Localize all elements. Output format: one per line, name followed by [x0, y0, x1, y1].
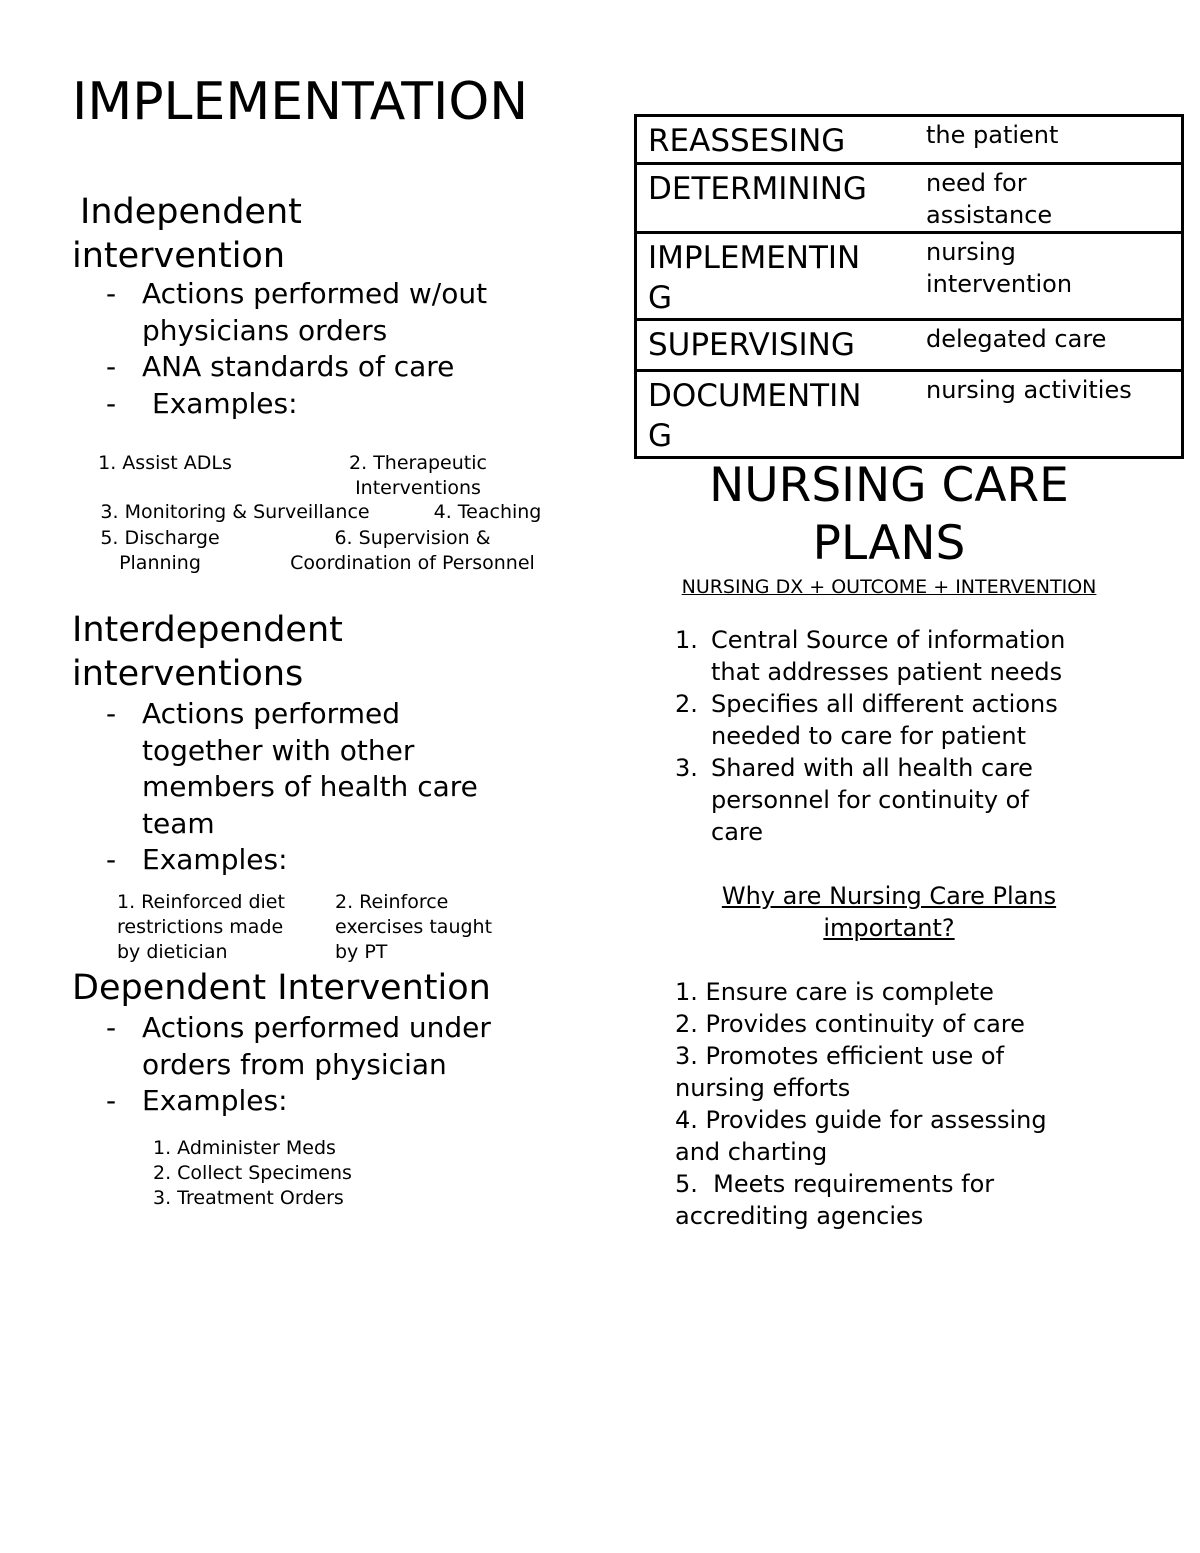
list-item: 1. Administer Meds [153, 1137, 336, 1159]
list-item: 2. Specifies all different actions needed to care for patient [675, 690, 1058, 750]
list-item: accrediting agencies [675, 1202, 924, 1230]
list-item: 5. Meets requirements for [675, 1170, 995, 1198]
care-plans-formula: NURSING DX + OUTCOME + INTERVENTION [681, 576, 1097, 598]
care-plans-points [675, 624, 1155, 848]
dependent-examples [153, 1136, 453, 1211]
step-verb: REASSESING [648, 123, 846, 159]
independent-heading-line1: Independent [80, 192, 302, 232]
dash-icon: - [106, 1084, 117, 1117]
list-item: 2. Provides continuity of care [675, 1010, 1025, 1038]
independent-section [72, 190, 592, 422]
table-row [636, 164, 1183, 233]
page-title: IMPLEMENTATION [72, 72, 529, 132]
example-supervision: 6. Supervision & Coordination of Personnel [290, 527, 535, 574]
table-row [636, 116, 1183, 164]
list-item: 3. Treatment Orders [153, 1187, 344, 1209]
step-object: need for assistance [916, 164, 1183, 233]
bullet-item: - Examples: [72, 386, 592, 423]
list-item: 1. Ensure care is complete [675, 978, 994, 1006]
dependent-section [72, 966, 612, 1120]
step-verb: DOCUMENTIN G [636, 371, 917, 458]
interdependent-heading-line2: interventions [72, 654, 304, 694]
dash-icon: - [106, 697, 117, 730]
dash-icon: - [106, 350, 117, 383]
why-important-heading: Why are Nursing Care Plans important? [721, 882, 1057, 942]
list-item: nursing efforts [675, 1074, 851, 1102]
dash-icon: - [106, 1011, 117, 1044]
step-verb: DETERMINING [636, 164, 917, 233]
example-assist-adls: 1. Assist ADLs [98, 452, 232, 474]
bullet-item: - Actions performed w/out physicians orders [106, 277, 488, 347]
bullet-item: - Actions performed under orders from physician [106, 1011, 491, 1081]
table-row [636, 320, 1183, 371]
interdependent-bullets [72, 696, 592, 879]
bullet-item: - Examples: [72, 842, 592, 879]
dependent-bullets [72, 1010, 612, 1120]
dash-icon: - [106, 843, 117, 876]
example-reinforce-exercises: 2. Reinforce exercises taught by PT [335, 891, 493, 963]
step-object: the patient [926, 121, 1059, 149]
list-item: and charting [675, 1138, 828, 1166]
implementation-steps-table [634, 114, 1184, 459]
example-therapeutic: 2. Therapeutic Interventions [349, 452, 487, 499]
table-row [636, 233, 1183, 320]
dash-icon: - [106, 386, 117, 420]
importance-list [675, 976, 1155, 1232]
table-row [636, 371, 1183, 458]
bullet-item: - ANA standards of care [72, 349, 592, 386]
step-object: nursing activities [916, 371, 1183, 458]
interdependent-section [72, 608, 592, 879]
list-item: 3. Shared with all health care personnel for continuity of care [675, 754, 1033, 846]
interdependent-heading-line1: Interdependent [72, 610, 343, 650]
bullet-item: - Examples: [72, 1083, 612, 1120]
dash-icon: - [106, 277, 117, 310]
step-verb: SUPERVISING [636, 320, 917, 371]
step-verb: IMPLEMENTIN G [636, 233, 917, 320]
dependent-heading: Dependent Intervention [72, 968, 491, 1008]
independent-heading-line2: intervention [72, 236, 286, 276]
example-teaching: 4. Teaching [433, 501, 542, 523]
step-object: delegated care [916, 320, 1183, 371]
example-discharge: 5. Discharge Planning [100, 527, 220, 574]
example-reinforced-diet: 1. Reinforced diet restrictions made by dietician [117, 891, 285, 963]
independent-bullets [72, 276, 592, 422]
bullet-item: - Actions performed together with other members of health care team [106, 697, 478, 840]
list-item: 3. Promotes efficient use of [675, 1042, 1005, 1070]
list-item: 4. Provides guide for assessing [675, 1106, 1047, 1134]
list-item: 2. Collect Specimens [153, 1162, 352, 1184]
example-monitoring: 3. Monitoring & Surveillance [100, 501, 370, 523]
care-plans-title: NURSING CARE PLANS [709, 458, 1069, 571]
step-object: nursing intervention [916, 233, 1183, 320]
list-item: 1. Central Source of information that addresses patient needs [675, 626, 1066, 686]
